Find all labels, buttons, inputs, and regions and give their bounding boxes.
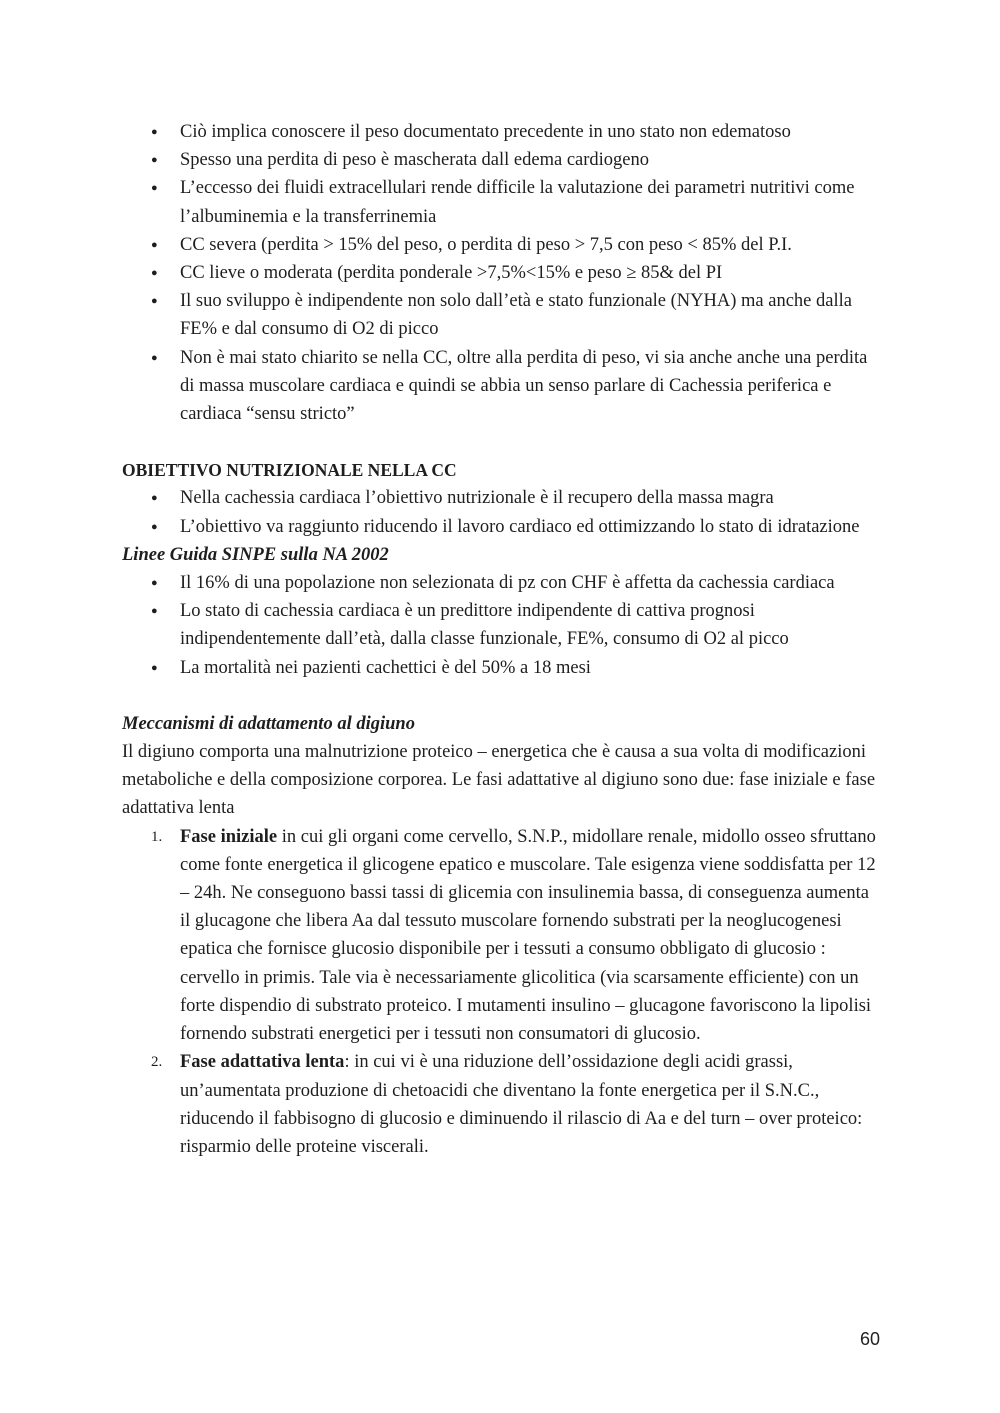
section-heading-guidelines: Linee Guida SINPE sulla NA 2002 bbox=[122, 544, 389, 565]
list-item: ● Il suo sviluppo è indipendente non solo dall’età e stato funzionale (NYHA) ma anche dalla FE% e dal consumo di O2 di picco bbox=[122, 287, 882, 343]
list-item: ● La mortalità nei pazienti cachettici è del 50% a 18 mesi bbox=[122, 654, 882, 682]
section-heading-fasting-adaptation: Meccanismi di adattamento al digiuno bbox=[122, 713, 415, 734]
phase-term: Fase adattativa lenta bbox=[180, 1052, 345, 1073]
page-number: 60 bbox=[859, 1329, 880, 1349]
list-item: ● Non è mai stato chiarito se nella CC, oltre alla perdita di peso, vi sia anche anche una perdita di massa muscolare cardiaca e quindi se abbia un senso parlare di Cachessia periferica e cardiaca “sensu stricto” bbox=[122, 344, 882, 429]
list-item: ● CC severa (perdita > 15% del peso, o perdita di peso > 7,5 con peso < 85% del P.I. bbox=[122, 231, 882, 259]
list-item: ● Il 16% di una popolazione non selezionata di pz con CHF è affetta da cachessia cardiaca bbox=[122, 569, 882, 597]
list-number: 2. bbox=[151, 1054, 163, 1071]
list-number: 1. bbox=[151, 828, 163, 845]
list-item: ● Spesso una perdita di peso è mascherata dall edema cardiogeno bbox=[122, 146, 882, 174]
guidelines-list bbox=[122, 569, 882, 682]
phase-text: : in cui vi è una riduzione dell’ossidazione degli acidi grassi, un’aumentata produzione di chetoacidi che diventano la fonte energetica per il S.N.C., riducendo il fabbisogno di glucosio e diminuendo il rilascio di Aa e del turn – over proteico: risparmio delle proteine viscerali. bbox=[180, 1052, 863, 1157]
cachexia-notes-list bbox=[122, 118, 882, 428]
list-item bbox=[122, 1048, 882, 1161]
page-content bbox=[122, 118, 882, 1161]
fasting-intro-paragraph: Il digiuno comporta una malnutrizione proteico – energetica che è causa a sua volta di modificazioni metaboliche e della composizione corporea. Le fasi adattative al digiuno sono due: fase iniziale e fase adattativa lenta bbox=[122, 742, 876, 819]
phase-text: in cui gli organi come cervello, S.N.P., midollare renale, midollo osseo sfruttano come fonte energetica il glicogene epatico e muscolare. Tale esigenza viene soddisfatta per 12 – 24h. Ne conseguono bassi tassi di glicemia con insulinemia bassa, di conseguenza aumenta il glucagone che libera Aa dal tessuto muscolare fornendo substrati per la neoglucogenesi epatica che fornisce glucosio disponibile per i tessuti a consumo obbligato di glucosio : cervello in primis. Tale via è necessariamente glicolitica (via scarsamente efficiente) con un forte dispendio di substrato proteico. I mutamenti insulino – glucagone favoriscono la lipolisi fornendo substrati energetici per i tessuti non consumatori di glucosio. bbox=[180, 826, 876, 1045]
phase-term: Fase iniziale bbox=[180, 826, 278, 847]
nutritional-goal-list bbox=[122, 484, 882, 540]
list-item: ● L’obiettivo va raggiunto riducendo il lavoro cardiaco ed ottimizzando lo stato di idratazione bbox=[122, 513, 882, 541]
section-heading-nutritional-goal: OBIETTIVO NUTRIZIONALE NELLA CC bbox=[122, 460, 457, 481]
fasting-phases-list bbox=[122, 823, 882, 1161]
list-item: ● Nella cachessia cardiaca l’obiettivo nutrizionale è il recupero della massa magra bbox=[122, 484, 882, 512]
list-item: ● Ciò implica conoscere il peso documentato precedente in uno stato non edematoso bbox=[122, 118, 882, 146]
list-item bbox=[122, 823, 882, 1049]
spacer bbox=[122, 682, 882, 710]
list-item: ● L’eccesso dei fluidi extracellulari rende difficile la valutazione dei parametri nutritivi come l’albuminemia e la transferrinemia bbox=[122, 174, 882, 230]
list-item: ● Lo stato di cachessia cardiaca è un predittore indipendente di cattiva prognosi indipendentemente dall’età, dalla classe funzionale, FE%, consumo di O2 al picco bbox=[122, 597, 882, 653]
list-item: ● CC lieve o moderata (perdita ponderale >7,5%<15% e peso ≥ 85& del PI bbox=[122, 259, 882, 287]
spacer bbox=[122, 428, 882, 456]
